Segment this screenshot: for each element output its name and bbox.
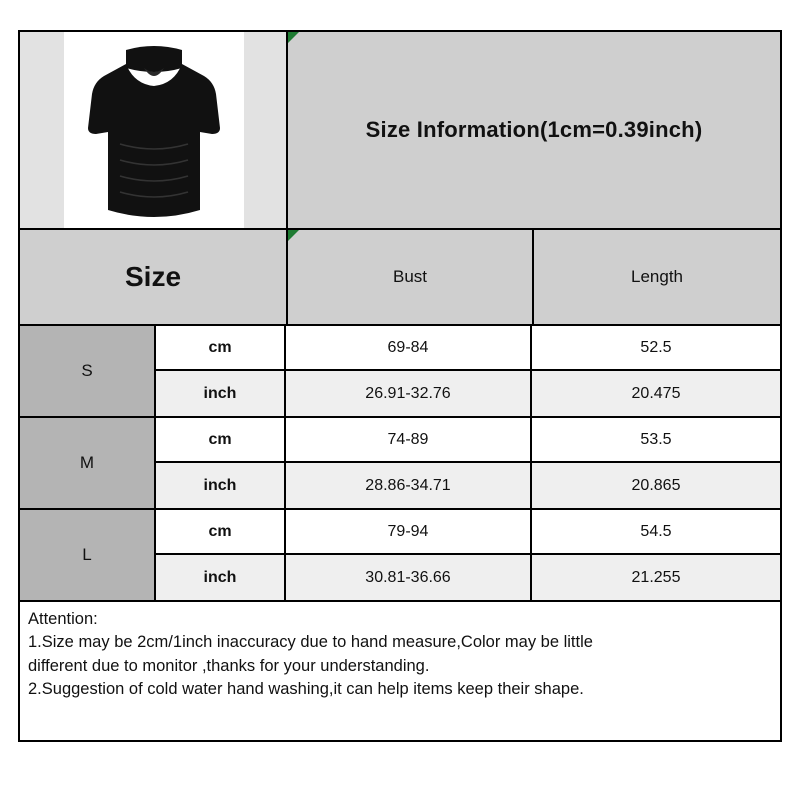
bust-value: 74-89 bbox=[286, 418, 532, 461]
attention-line-2: different due to monitor ,thanks for your understanding. bbox=[28, 656, 430, 675]
unit-cell: cm bbox=[156, 418, 286, 461]
unit-row-inch bbox=[156, 371, 780, 416]
product-image bbox=[64, 32, 244, 228]
column-header-length: Length bbox=[534, 230, 780, 324]
garment-illustration bbox=[64, 32, 244, 226]
length-value: 20.865 bbox=[532, 463, 780, 508]
corner-marker-icon bbox=[288, 230, 299, 241]
attention-block bbox=[20, 602, 780, 702]
chart-header bbox=[20, 32, 780, 230]
table-row bbox=[20, 418, 780, 510]
bust-value: 28.86-34.71 bbox=[286, 463, 532, 508]
unit-cell: inch bbox=[156, 555, 286, 600]
bust-value: 69-84 bbox=[286, 326, 532, 369]
size-label-l: L bbox=[20, 510, 156, 600]
table-row bbox=[20, 510, 780, 602]
column-header-size: Size bbox=[20, 230, 288, 324]
table-row bbox=[20, 326, 780, 418]
column-header-bust-label: Bust bbox=[392, 267, 428, 286]
attention-line-1: 1.Size may be 2cm/1inch inaccuracy due to hand measure,Color may be little bbox=[28, 633, 593, 652]
unit-row-inch bbox=[156, 463, 780, 508]
length-value: 21.255 bbox=[532, 555, 780, 600]
unit-cell: cm bbox=[156, 326, 286, 369]
length-value: 20.475 bbox=[532, 371, 780, 416]
corner-marker-icon bbox=[288, 32, 299, 43]
size-label-s: S bbox=[20, 326, 156, 416]
column-header-bust bbox=[288, 230, 534, 324]
length-value: 53.5 bbox=[532, 418, 780, 461]
unit-cell: inch bbox=[156, 463, 286, 508]
attention-heading: Attention: bbox=[28, 610, 98, 628]
length-value: 54.5 bbox=[532, 510, 780, 553]
unit-row-cm bbox=[156, 418, 780, 463]
length-value: 52.5 bbox=[532, 326, 780, 369]
unit-cell: inch bbox=[156, 371, 286, 416]
attention-line-3: 2.Suggestion of cold water hand washing,it can help items keep their shape. bbox=[28, 680, 584, 699]
unit-row-inch bbox=[156, 555, 780, 600]
bust-value: 79-94 bbox=[286, 510, 532, 553]
size-label-m: M bbox=[20, 418, 156, 508]
title-cell bbox=[288, 32, 780, 228]
unit-cell: cm bbox=[156, 510, 286, 553]
size-chart bbox=[18, 30, 782, 742]
product-image-cell bbox=[20, 32, 288, 228]
unit-row-cm bbox=[156, 326, 780, 371]
bust-value: 26.91-32.76 bbox=[286, 371, 532, 416]
page-title: Size Information(1cm=0.39inch) bbox=[365, 117, 703, 142]
bust-value: 30.81-36.66 bbox=[286, 555, 532, 600]
unit-row-cm bbox=[156, 510, 780, 555]
column-header-row bbox=[20, 230, 780, 326]
